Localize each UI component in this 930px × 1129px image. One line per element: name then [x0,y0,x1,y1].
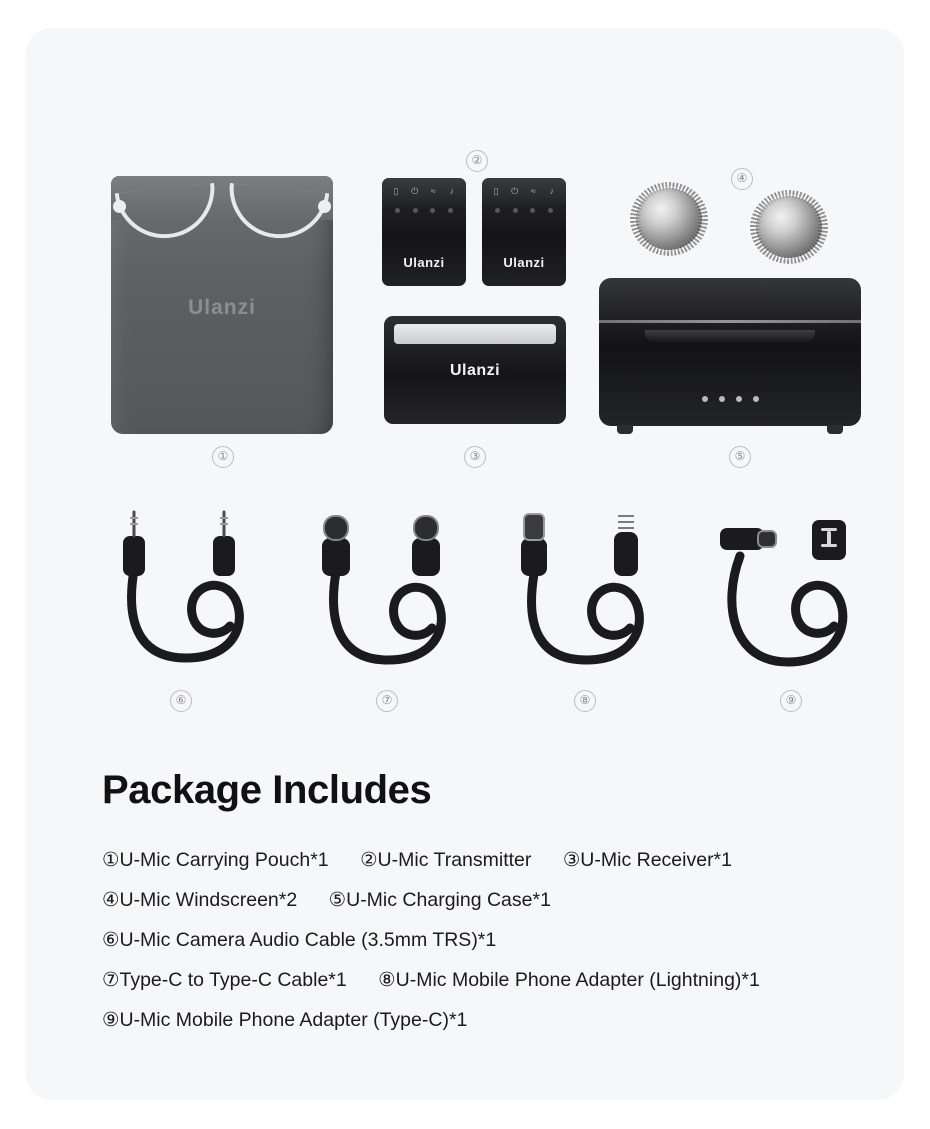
list-text: U-Mic Charging Case*1 [346,889,551,911]
microphone-icon: ♪ [449,186,455,196]
callout-badge-8: ⑧ [574,690,596,712]
content-card [26,28,904,1100]
noise-icon: ≈ [430,186,436,196]
callout-badge-7: ⑦ [376,690,398,712]
list-text: U-Mic Receiver*1 [580,849,732,871]
callout-badge-2: ② [466,150,488,172]
callout-badge-4: ④ [731,168,753,190]
charging-case-foot-right [827,425,843,434]
transmitter-1-brand-label: Ulanzi [403,255,445,270]
list-marker: ⑧ [378,969,396,991]
callout-badge-3: ③ [464,446,486,468]
pouch-brand-label: Ulanzi [188,296,256,319]
noise-icon: ≈ [530,186,536,196]
list-text: U-Mic Windscreen*2 [119,889,298,911]
camera-audio-cable-image [96,498,296,688]
transmitter-2-top-panel [482,178,566,204]
transmitter-2-indicator-dots [482,208,566,213]
list-item-segment [102,969,347,991]
list-text: U-Mic Camera Audio Cable (3.5mm TRS)*1 [119,929,497,951]
charge-led [753,396,759,402]
receiver-image [384,316,566,424]
microphone-icon: ♪ [549,186,555,196]
charging-case-seam [599,320,861,323]
indicator-dot [548,208,553,213]
charge-led [702,396,708,402]
indicator-dot [448,208,453,213]
indicator-dot [495,208,500,213]
indicator-dot [530,208,535,213]
package-includes-list [102,840,902,1040]
list-item [102,840,902,880]
list-marker: ⑥ [102,929,120,951]
list-text: U-Mic Mobile Phone Adapter (Lightning)*1 [395,969,760,991]
battery-icon: ▯ [493,186,499,196]
power-icon: ⏻ [511,186,519,196]
list-item [102,1000,902,1040]
list-marker: ③ [562,849,581,871]
indicator-dot [513,208,518,213]
list-marker: ⑦ [102,969,120,991]
transmitter-1-image [382,178,466,286]
list-marker: ① [102,849,120,871]
charging-case-lid [645,330,815,342]
type-c-to-type-c-cable-image [298,498,498,688]
pouch-knot-right-icon [318,200,331,213]
transmitter-1-indicator-dots [382,208,466,213]
windscreen-2-image [756,196,822,258]
page-title: Package Includes [102,768,432,812]
list-item-segment [102,1009,467,1031]
list-marker: ⑤ [328,889,347,911]
callout-badge-1: ① [212,446,234,468]
pouch-knot-left-icon [113,200,126,213]
battery-icon: ▯ [393,186,399,196]
list-text: U-Mic Carrying Pouch*1 [119,849,329,871]
transmitter-2-brand-label: Ulanzi [503,255,545,270]
list-marker: ② [360,849,378,871]
list-item-segment [563,849,732,871]
power-icon: ⏻ [411,186,419,196]
receiver-brand-label: Ulanzi [449,362,501,379]
callout-badge-6: ⑥ [170,690,192,712]
windscreen-1-image [636,188,702,250]
list-item [102,880,902,920]
indicator-dot [430,208,435,213]
list-marker: ④ [102,889,120,911]
charging-case-led-row [599,396,861,402]
list-item-segment [360,849,531,871]
list-text: U-Mic Transmitter [377,849,532,871]
list-item [102,960,902,1000]
callout-badge-5: ⑤ [729,446,751,468]
pouch-drawstring-left-icon [115,183,220,243]
list-item-segment [102,849,329,871]
charge-led [736,396,742,402]
list-item-segment [378,969,760,991]
indicator-dot [413,208,418,213]
carrying-pouch-image [111,176,333,434]
transmitter-2-image [482,178,566,286]
lightning-adapter-cable-image [494,498,704,688]
charge-led [719,396,725,402]
charging-case-foot-left [617,425,633,434]
callout-badge-9: ⑨ [780,690,802,712]
list-item-segment [329,889,551,911]
list-marker: ⑨ [102,1009,120,1031]
pouch-drawstring-right-icon [225,183,330,243]
charging-case-image [599,278,861,426]
receiver-display-screen [394,324,556,344]
list-item [102,920,902,960]
list-text: Type-C to Type-C Cable*1 [119,969,347,991]
transmitter-1-top-panel [382,178,466,204]
list-item-segment [102,929,496,951]
indicator-dot [395,208,400,213]
type-c-adapter-cable-image [696,498,896,688]
list-text: U-Mic Mobile Phone Adapter (Type-C)*1 [119,1009,468,1031]
list-item-segment [102,889,297,911]
